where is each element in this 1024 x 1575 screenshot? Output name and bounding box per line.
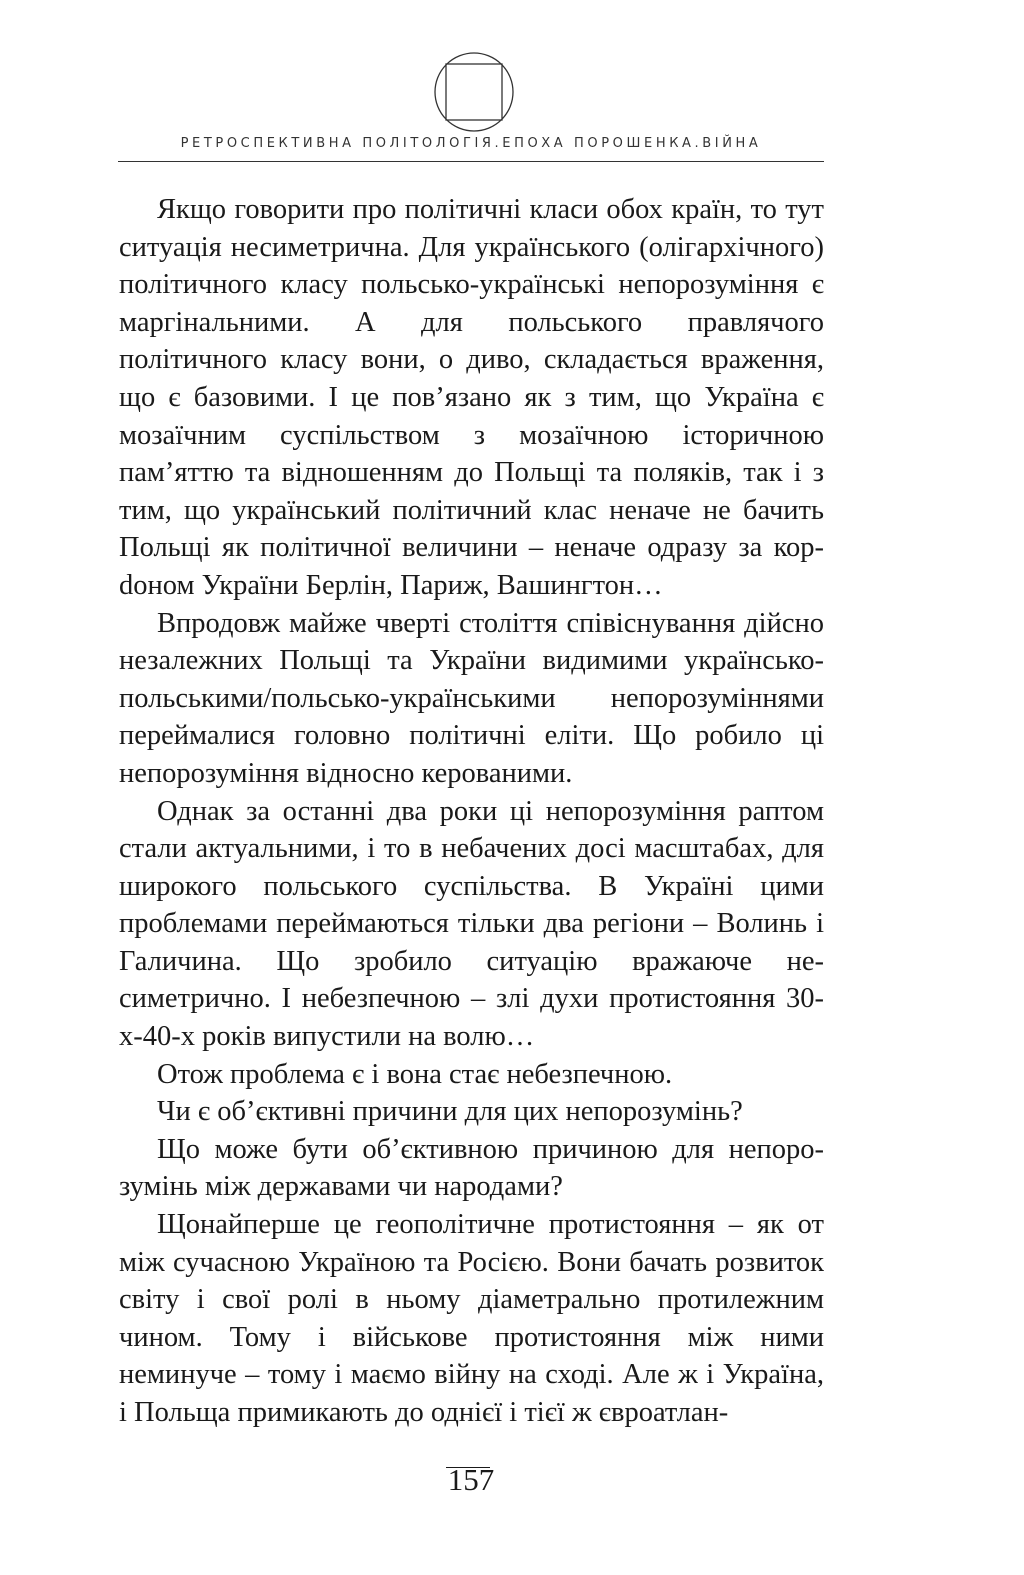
circle-square-emblem-icon [431,49,517,135]
paragraph: Що може бути об’єктивною причиною для непорозумінь між державами чи народами? [119,1133,824,1203]
paragraph: Однак за останні два роки ці непорозуміння раптом стали актуальними, і то в небачених досі масштабах, для широкого польського суспільства. В Україні цими проблемами переймаються тільки два регіони – Волинь і Галичина. Що зробило ситуацію вражаюче несиметрично. І небезпечною – злі духи протистояння 30-х-40-х років випустили на волю… [119,795,824,1053]
header-divider [118,161,824,162]
paragraph: Щонайперше це геополітичне протистояння – як от між сучасною Україною та Росією. Вони бачать розвиток світу і свої ролі в ньому діаметрально протилежним чином. Тому і військове протистояння між ними неминуче – тому і маємо війну на сході. Але ж і Україна, і Польща примикають до однієї і тієї ж євроатлан- [119,1209,824,1428]
paragraph: Якщо говорити про політичні класи обох країн, то тут ситуація несиметрична. Для українського (олігархічного) політичного класу польсько-українські непорозуміння є маргінальними. А для польського правлячого політичного класу вони, о диво, складається враження, що є базовими. І це пов’язано як з тим, що Україна є мозаїчним суспільством з мозаїчною історичною пам’яттю та відношенням до Польщі та поляків, так і з тим, що український політичний клас неначе не бачить Польщі як політичної величини – неначе одразу за корdоном України Берлін, Париж, Вашингтон… [119,194,824,601]
body-text [119,191,824,1432]
running-header-title: РЕТРОСПЕКТИВНА ПОЛІТОЛОГІЯ.ЕПОХА ПОРОШЕНКА.ВІЙНА [180,136,762,151]
paragraph: Отож проблема є і вона стає небезпечною. [157,1058,673,1090]
paragraph: Чи є об’єктивні причини для цих непорозумінь? [157,1096,743,1128]
paragraph: Впродовж майже чверті століття співіснування дійсно незалежних Польщі та України видимими українсько-польськими/польсько-українськими непорозуміннями переймалися головно політичні еліти. Що робило ці непорозуміння відносно керованими. [119,607,824,789]
page-number: 157 [447,1462,495,1497]
